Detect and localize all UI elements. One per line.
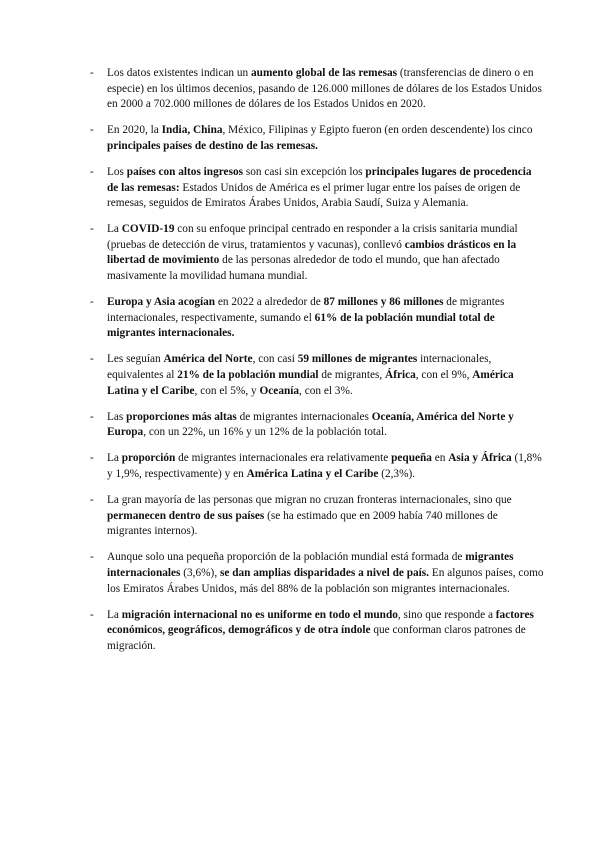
- bold-text: Oceanía, América del Norte y Europa: [107, 410, 514, 439]
- text-run: (2,3%).: [378, 467, 416, 480]
- bold-text: factores económicos, geográficos, demográficos y de otra índole: [107, 608, 534, 637]
- dash-bullet: -: [90, 223, 94, 236]
- bullet-list: [90, 66, 544, 654]
- text-run: La: [107, 452, 122, 465]
- bold-text: 59 millones de migrantes: [297, 353, 418, 366]
- list-item: [90, 352, 544, 399]
- text-run: , con el 5%, y: [194, 384, 260, 397]
- dash-bullet: -: [90, 353, 94, 366]
- bold-text: proporción: [121, 452, 176, 465]
- text-run: con su enfoque principal centrado en responder a la crisis sanitaria mundial (pruebas de detección de virus, tratamientos y vacunas), conllevó: [107, 223, 518, 251]
- dash-bullet: -: [90, 67, 94, 79]
- bold-text: permanecen dentro de sus países: [107, 509, 265, 522]
- text-run: , con un 22%, un 16% y un 12% de la población total.: [143, 426, 387, 439]
- list-item: [90, 123, 544, 154]
- text-run: en: [431, 452, 449, 465]
- list-item-text: [107, 353, 514, 396]
- list-item: [90, 550, 544, 597]
- text-run: , con el 3%.: [299, 384, 353, 397]
- bold-text: principales lugares de procedencia de las remesas:: [107, 165, 532, 194]
- dash-bullet: -: [90, 551, 94, 564]
- text-run: , con casi: [252, 353, 298, 366]
- text-run: Estados Unidos de América es el primer lugar entre los países de origen de remesas, seguidos de Emiratos Árabes Unidos, Arabia Saudí, Suiza y Alemania.: [107, 181, 521, 210]
- bold-text: 87 millones y 86 millones: [323, 296, 444, 309]
- bold-text: Asia y África: [448, 452, 512, 465]
- text-run: , México, Filipinas y Egipto fueron (en orden descendente) los cinco: [222, 124, 533, 137]
- text-run: (transferencias de dinero o en especie) en los últimos decenios, pasando de 126.000 millones de dólares de los Estados Unidos en 2000 a 702.000 millones de dólares de los Estados Unidos en 2020.: [107, 67, 542, 111]
- dash-bullet: -: [90, 296, 94, 309]
- text-run: (1,8% y 1,9%, respectivamente) y en: [107, 452, 542, 480]
- dash-bullet: -: [90, 452, 94, 465]
- text-run: La gran mayoría de las personas que migran no cruzan fronteras internacionales, sino que: [107, 494, 512, 507]
- bold-text: se dan amplias disparidades a nivel de país.: [219, 566, 430, 579]
- text-run: La: [107, 608, 122, 621]
- text-run: internacionales, equivalentes al: [107, 353, 492, 381]
- text-run: En 2020, la: [107, 124, 162, 137]
- text-run: de migrantes internacionales era relativamente: [175, 452, 392, 465]
- bold-text: pequeña: [391, 452, 432, 465]
- text-run: , con el 9%,: [415, 369, 473, 381]
- text-run: (3,6%),: [180, 566, 220, 579]
- bold-text: COVID-19: [121, 223, 175, 236]
- list-item-text: [107, 494, 512, 537]
- list-item: [90, 165, 544, 212]
- text-run: Los datos existentes indican un: [107, 67, 252, 79]
- list-item: [90, 66, 544, 113]
- dash-bullet: -: [90, 124, 94, 137]
- list-item-text: [107, 296, 504, 339]
- bold-text: América Latina y el Caribe: [246, 467, 379, 480]
- list-item-text: [107, 124, 532, 152]
- text-run: Les seguían: [107, 353, 164, 366]
- list-item-text: [107, 609, 534, 652]
- list-item: [90, 295, 544, 342]
- text-run: La: [107, 223, 122, 236]
- text-run: en 2022 a alrededor de: [215, 296, 324, 309]
- bold-text: proporciones más altas: [126, 410, 237, 423]
- text-run: Aunque solo una pequeña proporción de la población mundial está formada de: [107, 551, 466, 564]
- dash-bullet: -: [90, 494, 94, 507]
- bold-text: 21% de la población mundial: [177, 369, 319, 381]
- text-run: Las: [107, 410, 127, 423]
- bold-text: principales países de destino de las remesas.: [107, 139, 318, 152]
- dash-bullet: -: [90, 608, 94, 621]
- list-item: [90, 410, 544, 441]
- list-item: [90, 222, 544, 284]
- text-run: de migrantes,: [318, 369, 386, 381]
- bold-text: América Latina y el Caribe: [107, 369, 514, 397]
- bold-text: Oceanía: [259, 384, 300, 397]
- list-item-text: [107, 67, 542, 110]
- dash-bullet: -: [90, 165, 94, 178]
- bold-text: aumento global de las remesas: [251, 67, 398, 79]
- list-item-text: [107, 551, 544, 594]
- list-item-text: [107, 452, 542, 480]
- bold-text: países con altos ingresos: [126, 165, 244, 178]
- bold-text: India, China: [161, 124, 223, 137]
- dash-bullet: -: [90, 410, 94, 423]
- text-run: En algunos países, como los Emiratos Árabes Unidos, más del 88% de la población son migrantes internacionales.: [107, 566, 544, 595]
- text-run: , sino que responde a: [397, 608, 496, 621]
- list-item: [90, 493, 544, 540]
- text-run: Los: [107, 165, 127, 178]
- bold-text: América del Norte: [163, 353, 253, 366]
- bold-text: Europa y Asia acogían: [107, 296, 216, 309]
- bold-text: migrantes internacionales: [107, 551, 514, 579]
- list-item-text: [107, 166, 532, 209]
- text-run: que conforman claros patrones de migración.: [107, 624, 526, 652]
- bold-text: África: [385, 369, 416, 381]
- list-item: [90, 608, 544, 655]
- text-run: de las personas alrededor de todo el mundo, que han afectado masivamente la movilidad humana mundial.: [107, 254, 500, 283]
- text-run: (se ha estimado que en 2009 había 740 millones de migrantes internos).: [107, 509, 498, 538]
- text-run: de migrantes internacionales: [236, 410, 372, 423]
- list-item-text: [107, 411, 514, 439]
- bold-text: cambios drásticos en la libertad de movimiento: [107, 238, 517, 267]
- list-item: [90, 451, 544, 482]
- bold-text: 61% de la población mundial total de migrantes internacionales.: [107, 311, 495, 340]
- text-run: son casi sin excepción los: [243, 165, 366, 178]
- text-run: de migrantes internacionales, respectivamente, sumando el: [107, 296, 505, 324]
- list-item-text: [107, 223, 518, 282]
- bold-text: migración internacional no es uniforme en todo el mundo: [121, 608, 398, 621]
